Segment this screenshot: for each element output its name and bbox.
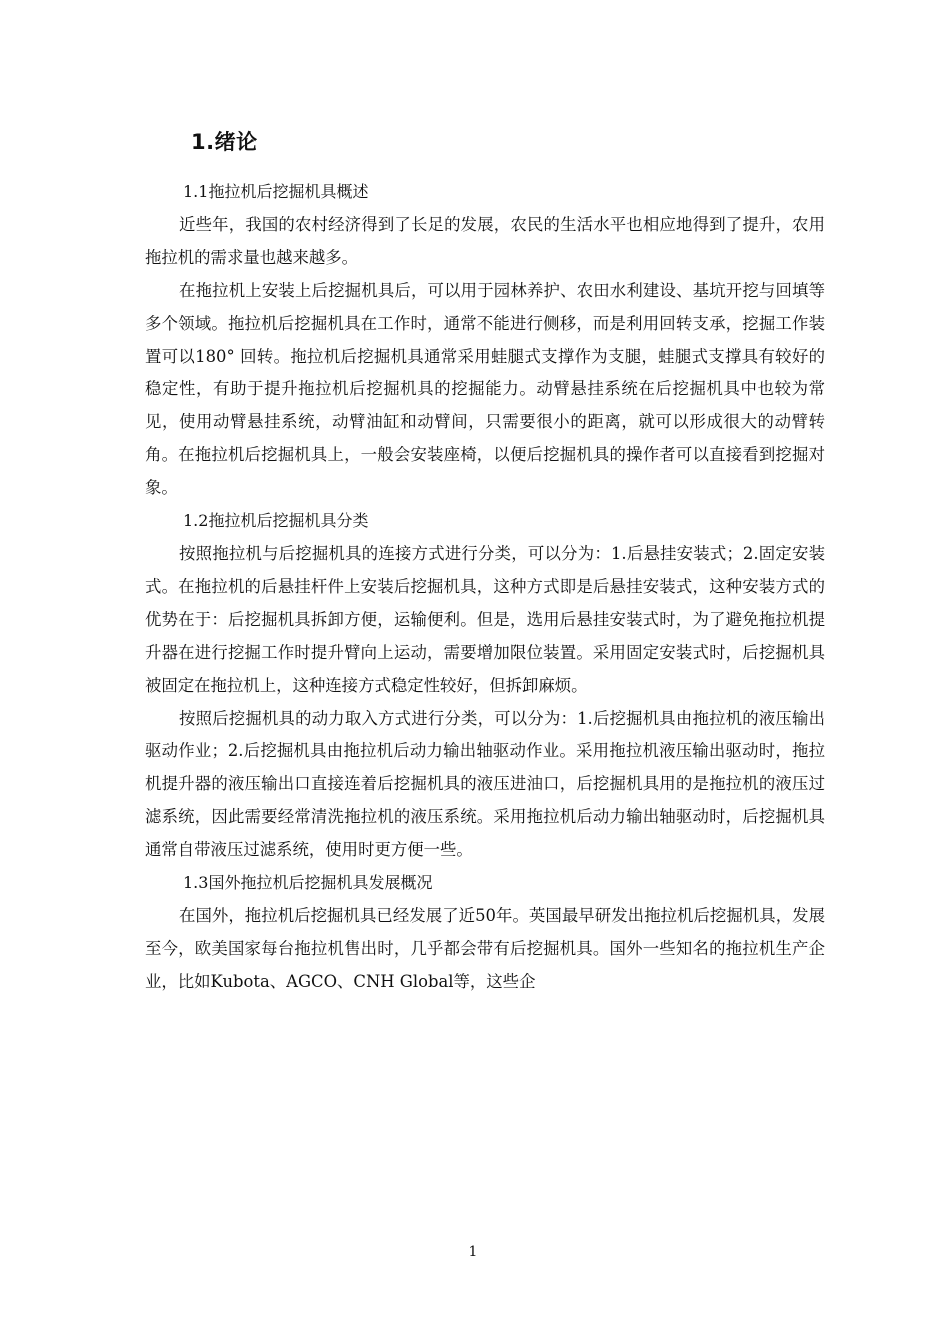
paragraph: 在国外，拖拉机后挖掘机具已经发展了近50年。英国最早研发出拖拉机后挖掘机具，发展至今，欧美国家每台拖拉机售出时，几乎都会带有后挖掘机具。国外一些知名的拖拉机生产企业，比如Kubota、AGCO、CNH Global等，这些企 <box>145 905 825 991</box>
page-number: 1 <box>468 1244 478 1260</box>
chapter-title: 1.绪论 <box>191 130 258 154</box>
section-heading-1-1: 1.1拖拉机后挖掘机具概述 <box>183 182 369 201</box>
paragraph: 按照拖拉机与后挖掘机具的连接方式进行分类，可以分为：1.后悬挂安装式；2.固定安装式。在拖拉机的后悬挂杆件上安装后挖掘机具，这种方式即是后悬挂安装式，这种安装方式的优势在于：后挖掘机具拆卸方便，运输便利。但是，选用后悬挂安装式时，为了避免拖拉机提升器在进行挖掘工作时提升臂向上运动，需要增加限位装置。采用固定安装式时，后挖掘机具被固定在拖拉机上，这种连接方式稳定性较好，但拆卸麻烦。 <box>145 543 825 695</box>
section-heading-1-3: 1.3国外拖拉机后挖掘机具发展概况 <box>183 873 433 893</box>
paragraph: 在拖拉机上安装上后挖掘机具后，可以用于园林养护、农田水利建设、基坑开挖与回填等多个领域。拖拉机后挖掘机具在工作时，通常不能进行侧移，而是利用回转支承，挖掘工作装置可以180° 回转。拖拉机后挖掘机具通常采用蛙腿式支撑作为支腿，蛙腿式支撑具有较好的稳定性，有助于提升拖拉机后挖掘机具的挖掘能力。动臂悬挂系统在后挖掘机具中也较为常见，使用动臂悬挂系统，动臂油缸和动臂间，只需要很小的距离，就可以形成很大的动臂转角。在拖拉机后挖掘机具上，一般会安装座椅，以便后挖掘机具的操作者可以直接看到挖掘对象。 <box>145 280 825 498</box>
paragraph: 近些年，我国的农村经济得到了长足的发展，农民的生活水平也相应地得到了提升，农用拖拉机的需求量也越来越多。 <box>145 214 825 267</box>
section-heading-1-2: 1.2拖拉机后挖掘机具分类 <box>183 511 369 531</box>
body-text <box>145 176 825 999</box>
paragraph: 按照后挖掘机具的动力取入方式进行分类，可以分为：1.后挖掘机具由拖拉机的液压输出驱动作业；2.后挖掘机具由拖拉机后动力输出轴驱动作业。采用拖拉机液压输出驱动时，拖拉机提升器的液压输出口直接连着后挖掘机具的液压进油口，后挖掘机具用的是拖拉机的液压过滤系统，因此需要经常清洗拖拉机的液压系统。采用拖拉机后动力输出轴驱动时，后挖掘机具通常自带液压过滤系统，使用时更方便一些。 <box>145 708 825 860</box>
